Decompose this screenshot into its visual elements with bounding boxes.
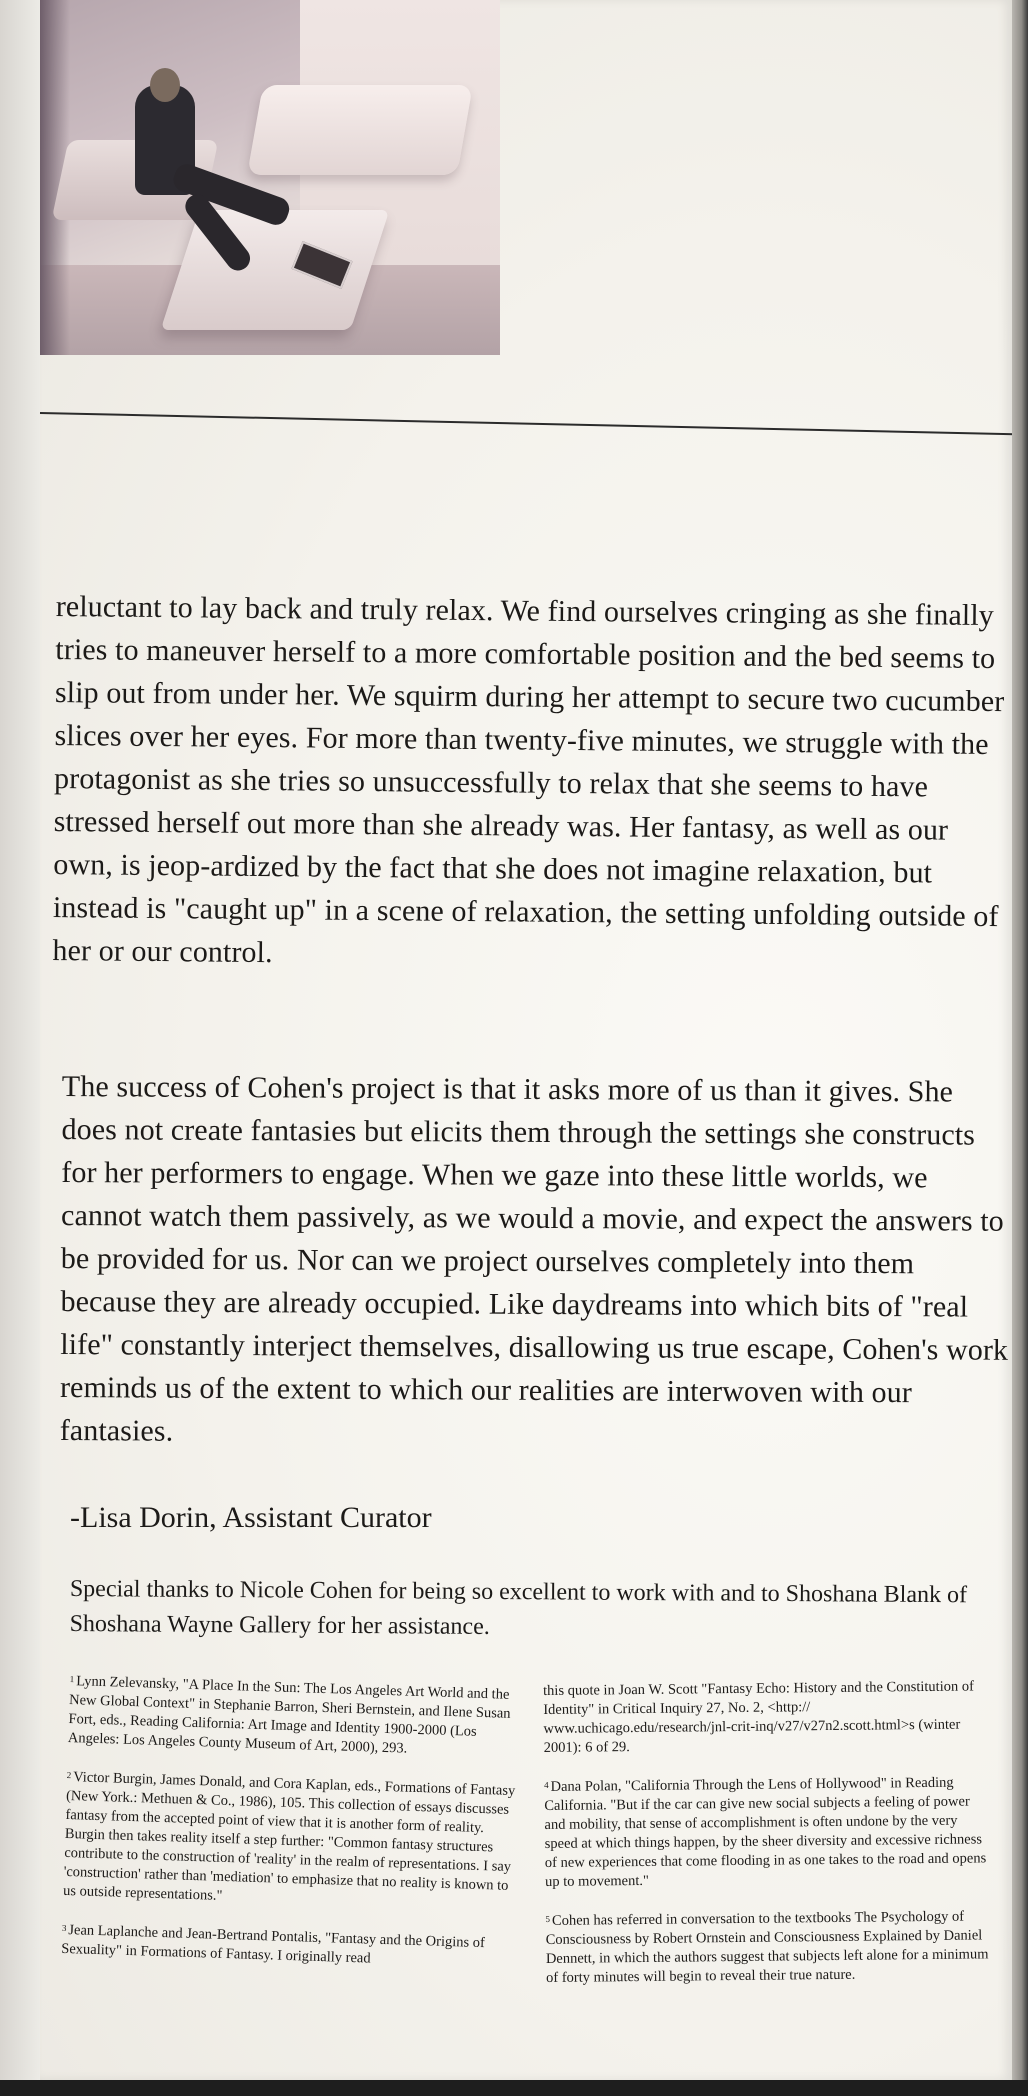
photo-figure-head [150, 68, 180, 102]
footnote-4 [544, 1773, 993, 1892]
photo-cube [161, 210, 390, 330]
footnote-3-continued [543, 1677, 992, 1758]
footnote-1-text: Lynn Zelevansky, "A Place In the Sun: The Los Angeles Art World and the New Global Context" in Stephanie Barron, Sheri Bernstein, and Ilene Susan Fort, eds., Reading California: Art Image and Identity 1900-2000 (Los Angeles: Los Angeles County Museum of Art, 2000), 293. [67, 1673, 511, 1757]
body-paragraph-1: reluctant to lay back and truly relax. We find ourselves cringing as she finally tries to maneuver herself to a more comfortable position and the bed seems to slip out from under her. We squirm during her attempt to secure two cucumber slices over her eyes. For more than twenty-five minutes, we struggle with the protagonist as she tries so unsuccessfully to relax that she seems to have stressed herself out more than she already was. Her fantasy, as well as our own, is jeop-ardized by the fact that she does not imagine relaxation, but instead is "caught up" in a scene of relaxation, the setting unfolding outside of her or our control. [52, 589, 1005, 970]
acknowledgements: Special thanks to Nicole Cohen for being so excellent to work with and to Shoshana Blank of Shoshana Wayne Gallery for her assistance. [69, 1575, 968, 1640]
footnote-3-start [61, 1921, 512, 1973]
footnote-3-text-start: Jean Laplanche and Jean-Bertrand Pontalis, "Fantasy and the Origins of Sexuality" in Formations of Fantasy. I originally read [61, 1922, 486, 1967]
photo-bench [247, 85, 473, 175]
page-right-edge [1012, 0, 1028, 2080]
page-bottom-edge [0, 2080, 1028, 2096]
footnote-4-text: Dana Polan, "California Through the Lens of Hollywood" in Reading California. "But if the car can give new social subjects a feeling of power and mobility, that sense of accomplishment is often undone by the very speed at which things happen, by the sheer diversity and excessive richness of new experiences that come flooding in as one takes to the road and opens up to movement." [544, 1774, 987, 1890]
footnote-5-number: 5 [545, 1913, 551, 1924]
footnote-5-text: Cohen has referred in conversation to the textbooks The Psychology of Consciousness by Robert Ornstein and Consciousness Explained by Daniel Dennett, in which the authors suggest that subjects left alone for a minimum of forty minutes will begin to reveal their true nature. [545, 1908, 989, 1986]
gallery-photo [40, 0, 500, 355]
footnote-4-number: 4 [544, 1779, 549, 1790]
footnote-5 [545, 1907, 994, 1988]
footnote-1 [68, 1672, 520, 1762]
footnote-1-number: 1 [69, 1673, 75, 1685]
footnote-3-number: 3 [61, 1922, 67, 1934]
author-signature: -Lisa Dorin, Assistant Curator [70, 1501, 432, 1534]
catalog-page [40, 0, 1012, 2080]
footnote-3-text-continued: this quote in Joan W. Scott "Fantasy Echo: History and the Constitution of Identity" in Critical Inquiry 27, No. 2, <http:// www.uchicago.edu/research/jnl-crit-inq/v27/v27n2.scott.html>s (winter 2001): 6 of 29. [543, 1678, 974, 1756]
page-left-edge [0, 0, 40, 2080]
footnote-2 [63, 1768, 517, 1915]
footnote-2-text: Victor Burgin, James Donald, and Cora Kaplan, eds., Formations of Fantasy (New York.: Methuen & Co., 1986), 105. This collection of essays discusses fantasy from the accepted point of view that it is another form of reality. Burgin then takes reality itself a step further: "Common fantasy structures contribute to the construction of 'reality' in the realm of representations. I say 'construction' rather than 'mediation' to emphasize that no reality is known to us outside representations." [62, 1769, 516, 1904]
footnote-2-number: 2 [66, 1769, 72, 1781]
footnotes-right-column [543, 1677, 994, 2008]
body-paragraph-2: The success of Cohen's project is that it asks more of us than it gives. She does not create fantasies but elicits them through the settings she constructs for her performers to engage. When we gaze into these little worlds, we cannot watch them passively, as we would a movie, and expect the answers to be provided for us. Nor can we project ourselves completely into them because they are already occupied. Like daydreams into which bits of "real life" constantly interject themselves, disallowing us true escape, Cohen's work reminds us of the extent to which our realities are interwoven with our fantasies. [59, 1069, 1009, 1448]
section-divider [40, 412, 1015, 435]
footnotes-left-column [60, 1672, 519, 1993]
